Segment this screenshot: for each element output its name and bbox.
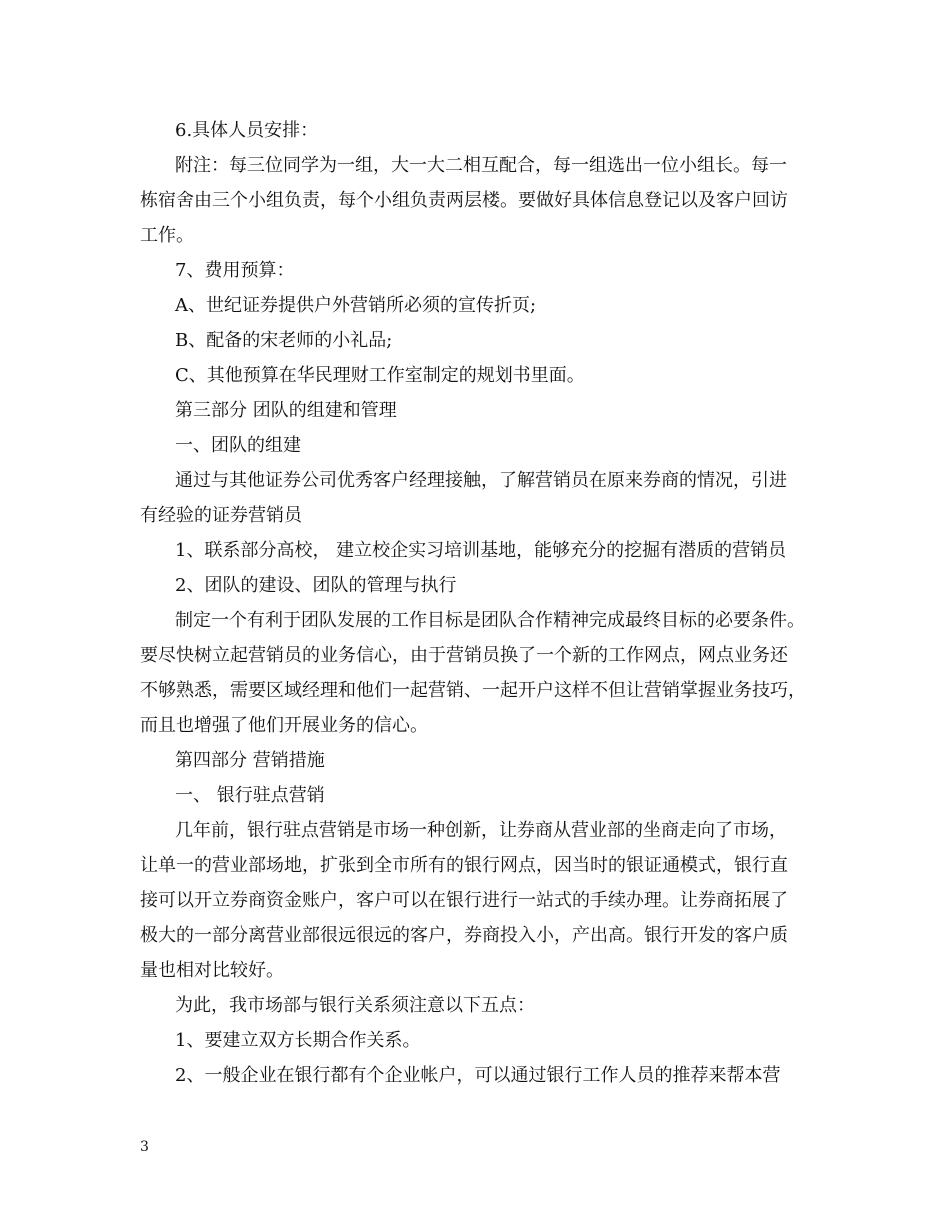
text-line: 一、 银行驻点营销 xyxy=(175,785,325,806)
text-line: 极大的一部分离营业部很远很远的客户，券商投入小，产出高。银行开发的客户质 xyxy=(140,925,788,946)
document-body xyxy=(140,113,815,1093)
text-line: 而且也增强了他们开展业务的信心。 xyxy=(140,715,428,736)
text-line: 1、要建立双方长期合作关系。 xyxy=(175,1030,421,1051)
text-line: B、配备的宋老师的小礼品; xyxy=(175,330,393,351)
text-line: 附注：每三位同学为一组，大一大二相互配合，每一组选出一位小组长。每一 xyxy=(175,155,787,176)
text-line: 让单一的营业部场地，扩张到全市所有的银行网点，因当时的银证通模式，银行直 xyxy=(140,855,788,876)
text-line: 1、联系部分高校， 建立校企实习培训基地，能够充分的挖掘有潜质的营销员 xyxy=(175,540,787,561)
text-line: 制定一个有利于团队发展的工作目标是团队合作精神完成最终目标的必要条件。 xyxy=(175,610,805,631)
text-line: 一、团队的组建 xyxy=(175,435,301,456)
text-line: 7、费用预算： xyxy=(175,260,295,281)
text-line: 通过与其他证券公司优秀客户经理接触，了解营销员在原来券商的情况，引进 xyxy=(175,470,787,491)
text-line: 几年前，银行驻点营销是市场一种创新，让券商从营业部的坐商走向了市场， xyxy=(175,820,787,841)
text-line: 6.具体人员安排： xyxy=(175,120,319,141)
text-line: 不够熟悉，需要区域经理和他们一起营销、一起开户这样不但让营销掌握业务技巧， xyxy=(140,680,806,701)
text-line: 栋宿舍由三个小组负责，每个小组负责两层楼。要做好具体信息登记以及客户回访 xyxy=(140,190,788,211)
text-line: C、其他预算在华民理财工作室制定的规划书里面。 xyxy=(175,365,585,386)
text-line: 第四部分 营销措施 xyxy=(175,750,325,771)
text-line: 2、一般企业在银行都有个企业帐户，可以通过银行工作人员的推荐来帮本营 xyxy=(175,1065,781,1086)
text-line: 量也相对比较好。 xyxy=(140,960,284,981)
text-line: 工作。 xyxy=(140,225,194,246)
text-line: 有经验的证券营销员 xyxy=(140,505,302,526)
text-line: 为此，我市场部与银行关系须注意以下五点： xyxy=(175,995,535,1016)
text-line: 2、团队的建设、团队的管理与执行 xyxy=(175,575,457,596)
text-line: 接可以开立券商资金账户，客户可以在银行进行一站式的手续办理。让券商拓展了 xyxy=(140,890,788,911)
text-line: 第三部分 团队的组建和管理 xyxy=(175,400,397,421)
text-line: 要尽快树立起营销员的业务信心，由于营销员换了一个新的工作网点，网点业务还 xyxy=(140,645,788,666)
page-number: 3 xyxy=(140,1139,149,1155)
text-line: A、世纪证券提供户外营销所必须的宣传折页; xyxy=(175,295,537,316)
